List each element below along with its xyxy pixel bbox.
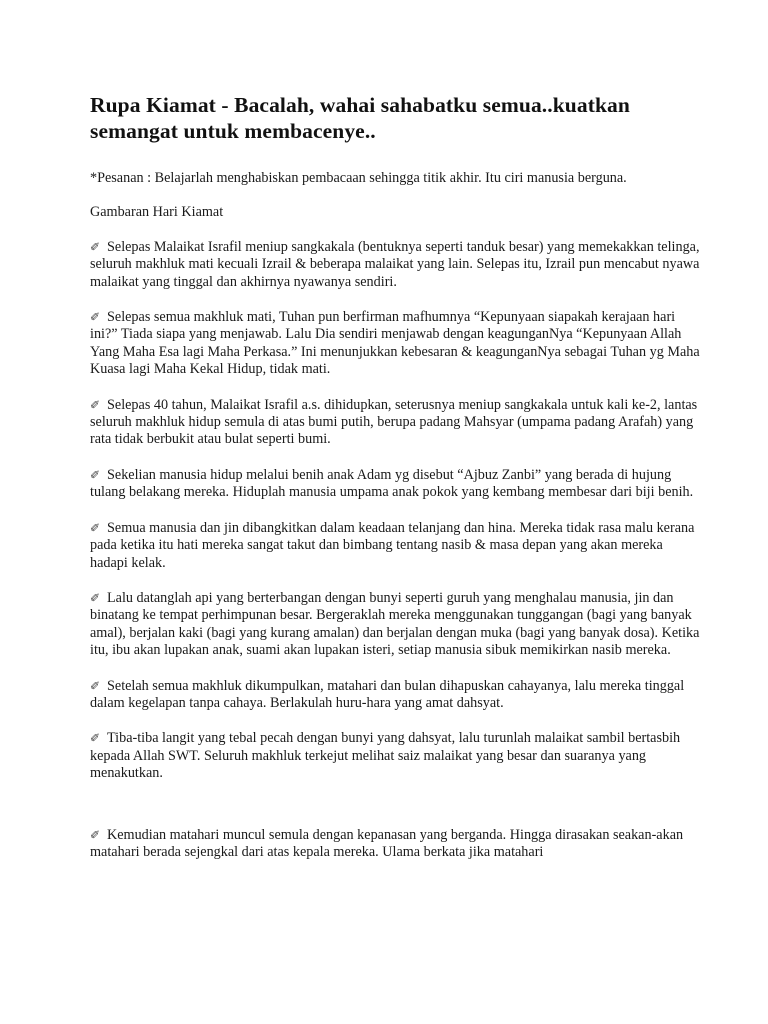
paragraph-text: Selepas Malaikat Israfil meniup sangkakala (bentuknya seperti tanduk besar) yang memekakkan telinga, seluruh makhluk mati kecuali Izrail & beberapa malaikat yang lain. Selepas itu, Izrail pun mencabut nyawa malaikat yang tinggal dan akhirnya nyawanya sendiri. <box>90 238 700 290</box>
paragraph <box>90 239 700 291</box>
paragraph <box>90 309 700 379</box>
paragraph-text: Tiba-tiba langit yang tebal pecah dengan bunyi yang dahsyat, lalu turunlah malaikat sambil bertasbih kepada Allah SWT. Seluruh makhluk terkejut melihat saiz malaikat yang besar dan suaranya yang menakutkan. <box>90 730 681 782</box>
pencil-icon: ✐ <box>90 310 101 325</box>
paragraph-text: Kemudian matahari muncul semula dengan kepanasan yang berganda. Hingga dirasakan seakan-akan matahari berada sejengkal dari atas kepala mereka. Ulama berkata jika matahari <box>90 826 684 860</box>
pencil-icon: ✐ <box>90 239 101 254</box>
pencil-icon: ✐ <box>90 678 101 693</box>
document-title: Rupa Kiamat - Bacalah, wahai sahabatku semua..kuatkan semangat untuk membacenye.. <box>90 93 630 143</box>
paragraph <box>90 827 700 862</box>
document-body <box>90 92 700 879</box>
reading-note: *Pesanan : Belajarlah menghabiskan pembacaan sehingga titik akhir. Itu ciri manusia berguna. <box>90 170 627 186</box>
paragraph-text: Semua manusia dan jin dibangkitkan dalam keadaan telanjang dan hina. Mereka tidak rasa malu kerana pada ketika itu hati mereka sangat takut dan bimbang tentang nasib & masa depan yang akan mereka hadapi kelak. <box>90 519 695 571</box>
pencil-icon: ✐ <box>90 520 101 535</box>
pencil-icon: ✐ <box>90 467 101 482</box>
paragraph-text: Lalu datanglah api yang berterbangan dengan bunyi seperti guruh yang menghalau manusia, jin dan binatang ke tempat perhimpunan besar. Bergeraklah mereka menggunakan tunggangan (bagi yang banyak amal), berjalan kaki (bagi yang kurang amalan) dan berjalan dengan muka (bagi yang banyak dosa). Ketika itu, ibu akan lupakan anak, suami akan lupakan isteri, setiap manusia sibuk memikirkan nasib mereka. <box>90 589 700 659</box>
paragraph <box>90 678 700 713</box>
paragraph <box>90 730 700 782</box>
paragraph <box>90 467 700 502</box>
pencil-icon: ✐ <box>90 590 101 605</box>
paragraph <box>90 520 700 572</box>
pencil-icon: ✐ <box>90 397 101 412</box>
pencil-icon: ✐ <box>90 731 101 746</box>
paragraph <box>90 590 700 660</box>
paragraph-text: Selepas 40 tahun, Malaikat Israfil a.s. dihidupkan, seterusnya meniup sangkakala untuk kali ke-2, lantas seluruh makhluk hidup semula di atas bumi putih, berupa padang Mahsyar (umpama padang Arafah) yang rata tidak berbukit atau bulat seperti bumi. <box>90 396 698 448</box>
paragraph-text: Setelah semua makhluk dikumpulkan, matahari dan bulan dihapuskan cahayanya, lalu mereka tinggal dalam kegelapan tanpa cahaya. Berlakulah huru-hara yang amat dahsyat. <box>90 677 685 711</box>
pencil-icon: ✐ <box>90 827 101 842</box>
paragraph <box>90 397 700 449</box>
paragraph-text: Sekelian manusia hidup melalui benih anak Adam yg disebut “Ajbuz Zanbi” yang berada di hujung tulang belakang mereka. Hiduplah manusia umpama anak pokok yang kembang membesar dari biji benih. <box>90 466 694 501</box>
section-heading: Gambaran Hari Kiamat <box>90 204 224 221</box>
paragraph-text: Selepas semua makhluk mati, Tuhan pun berfirman mafhumnya “Kepunyaan siapakah kerajaan hari ini?” Tiada siapa yang menjawab. Lalu Dia sendiri menjawab dengan keagunganNya “Kepunyaan Allah Yang Maha Esa lagi Maha Perkasa.” Ini menunjukkan kebesaran & keagunganNya sebagai Tuhan yg Maha Kuasa lagi Maha Kekal Hidup, tidak mati. <box>90 309 700 378</box>
